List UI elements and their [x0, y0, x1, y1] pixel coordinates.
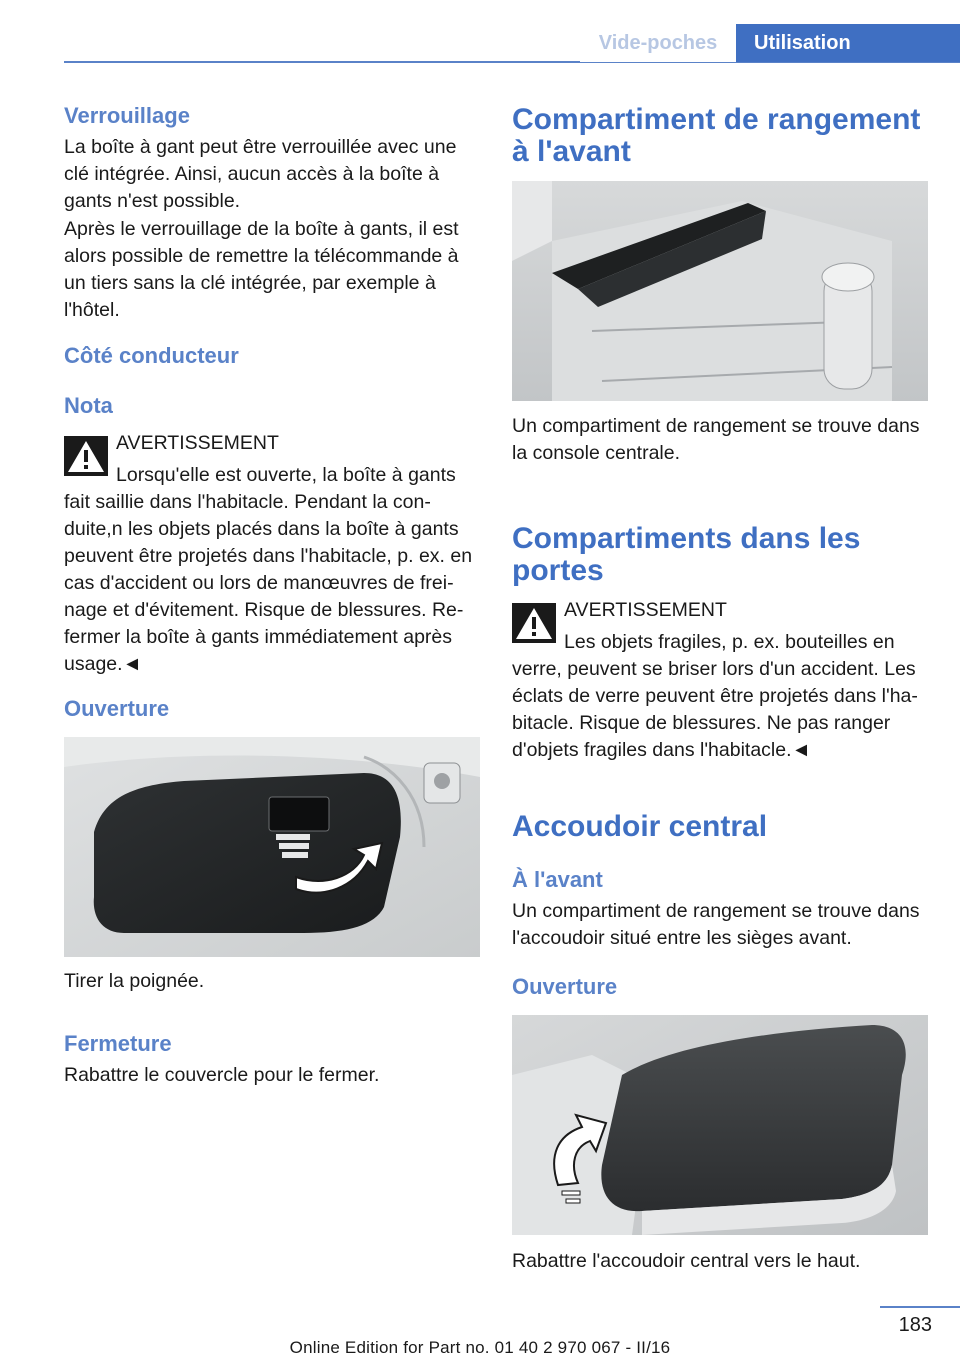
heading-a-l-avant: À l'avant: [512, 867, 603, 892]
chapter-tab[interactable]: Utilisation: [736, 24, 960, 62]
heading-cote-conducteur: Côté conducteur: [64, 343, 239, 368]
glovebox-figure: [64, 737, 480, 957]
paragraph-fermeture: Rabattre le couvercle pour le fermer.: [64, 1064, 380, 1086]
caption-ouverture-left: Tirer la poignée.: [64, 970, 205, 992]
heading-ouverture-left: Ouverture: [64, 696, 170, 721]
footer-rule: [880, 1306, 960, 1308]
warning-label-right: AVERTISSEMENT: [564, 599, 727, 621]
heading-compartiments-portes: Compartiments dans les portes: [512, 522, 861, 587]
heading-nota: Nota: [64, 393, 113, 418]
warning-triangle-icon: [512, 603, 556, 643]
heading-accoudoir-central: Accoudoir central: [512, 810, 768, 843]
warning-triangle-icon: [64, 436, 108, 476]
heading-ouverture-right: Ouverture: [512, 974, 618, 999]
warning-label-left: AVERTISSEMENT: [116, 432, 279, 454]
warning-first-line-right: Les objets fragiles, p. ex. bouteilles en: [564, 631, 895, 653]
paragraph-verrouillage-1: La boîte à gant peut être verrouillée avec une clé intégrée. Ainsi, aucun accès à la boîte à gants n'est possible.: [64, 136, 457, 212]
warning-first-line-left: Lorsqu'elle est ouverte, la boîte à gants: [116, 464, 456, 486]
warning-text-left: fait saillie dans l'habitacle. Pendant la con‐ duite,n les objets placés dans la boîte à gants peuvent être projetés dans l'habitacle, p. ex. en cas d'accident ou lors de manœuvres de frei‐ nage et d'évitement. Risque de blessures. Re‐ fermer la boîte à gants immédiatement après usage.◄: [64, 491, 473, 675]
paragraph-a-l-avant: Un compartiment de rangement se trouve dans l'accoudoir situé entre les sièges avant.: [512, 900, 920, 949]
heading-compartiment-avant: Compartiment de rangement à l'avant: [512, 103, 921, 168]
heading-verrouillage: Verrouillage: [64, 103, 190, 128]
center-console-figure: [512, 181, 928, 401]
section-tab[interactable]: Vide-poches: [580, 24, 736, 62]
edition-footer: Online Edition for Part no. 01 40 2 970 067 - II/16: [289, 1338, 671, 1357]
armrest-figure: [512, 1015, 928, 1235]
heading-fermeture: Fermeture: [64, 1031, 172, 1056]
warning-text-right: verre, peuvent se briser lors d'un accident. Les éclats de verre peuvent être projetés dans l'ha‐ bitacle. Risque de blessures. Ne pas ranger d'objets fragiles dans l'habitacle.◄: [512, 658, 918, 761]
caption-compartiment-avant: Un compartiment de rangement se trouve dans la console centrale.: [512, 415, 920, 464]
caption-accoudoir: Rabattre l'accoudoir central vers le haut.: [512, 1250, 861, 1272]
page-number: 183: [898, 1314, 932, 1336]
paragraph-verrouillage-2: Après le verrouillage de la boîte à gants, il est alors possible de remettre la télécommande à un tiers sans la clé intégrée, par exemple à l'hôtel.: [64, 218, 459, 321]
